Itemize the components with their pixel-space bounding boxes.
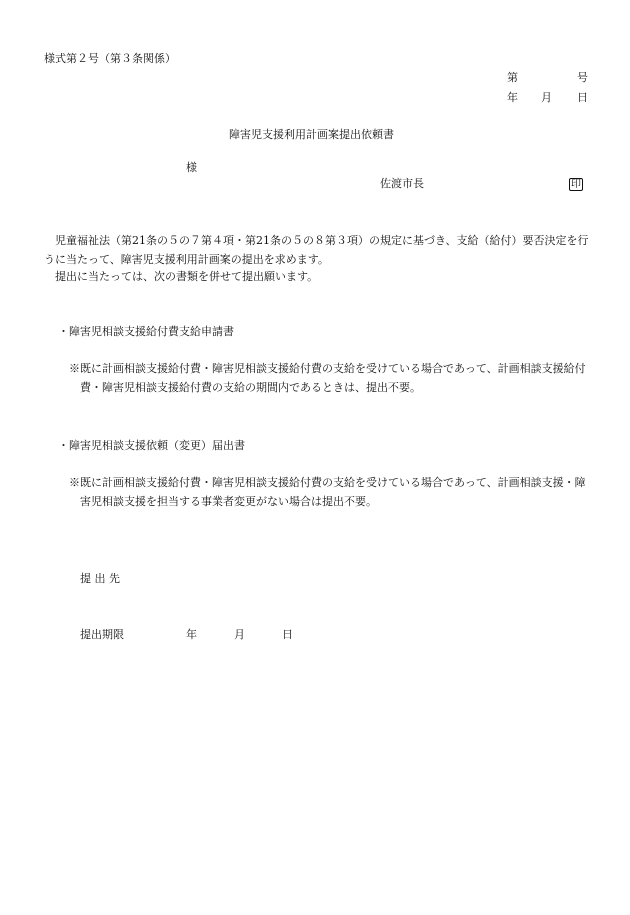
document-number-label-right: 号 — [577, 71, 588, 84]
seal-mark — [569, 177, 583, 191]
date-year-label: 年 — [507, 91, 518, 104]
addressee-suffix: 様 — [186, 161, 197, 174]
body-paragraph-1: 児童福祉法（第21条の５の７第４項・第21条の５の８第３項）の規定に基づき、支給（給付）要否決定を行うに当たって、障害児支援利用計画案の提出を求めます。 — [44, 234, 589, 266]
form-number: 様式第２号（第３条関係） — [44, 52, 176, 65]
seal-icon: 印 — [571, 179, 581, 190]
body-paragraph-2: 提出に当たっては、次の書類を併せて提出願います。 — [55, 270, 319, 283]
required-document-title-2: ・障害児相談支援依頼（変更）届出書 — [58, 439, 245, 452]
required-document-note-2: ※既に計画相談支援給付費・障害児相談支援給付費の支給を受けている場合であって、計画相談支援・障害児相談支援を担当する事業者変更がない場合は提出不要。 — [69, 476, 586, 508]
deadline-day-label: 日 — [282, 628, 293, 641]
issuer-name: 佐渡市長 — [380, 177, 424, 190]
date-day-label: 日 — [577, 91, 588, 104]
required-document-note-1: ※既に計画相談支援給付費・障害児相談支援給付費の支給を受けている場合であって、計画相談支援給付費・障害児相談支援給付費の支給の期間内であるときは、提出不要。 — [69, 362, 586, 394]
required-document-title-1: ・障害児相談支援給付費支給申請書 — [58, 325, 234, 338]
submission-deadline-label: 提出期限 — [80, 628, 124, 641]
submission-destination-label: 提 出 先 — [80, 572, 120, 585]
date-month-label: 月 — [541, 91, 552, 104]
document-title: 障害児支援利用計画案提出依頼書 — [229, 128, 394, 141]
deadline-year-label: 年 — [186, 628, 197, 641]
deadline-month-label: 月 — [234, 628, 245, 641]
document-number-label-left: 第 — [507, 71, 518, 84]
